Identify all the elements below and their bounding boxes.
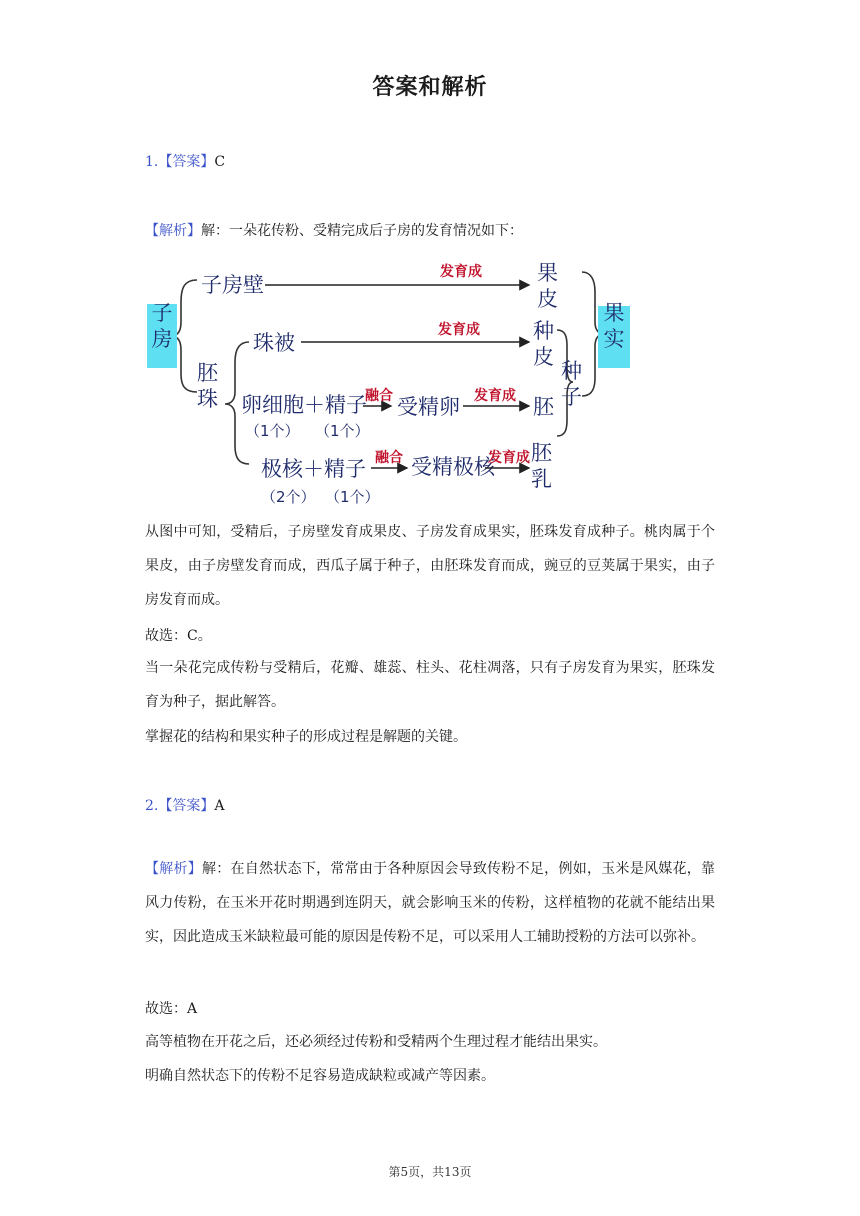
- q2-analysis-text: 解：在自然状态下，常常由于各种原因会导致传粉不足，例如，玉米是风媒花，靠风力传粉，在玉米开花时期遇到连阴天，就会影响玉米的传粉，这样植物的花就不能结出果实，因此造成玉米缺粒最可能的原因是传粉不足，可以采用人工辅助授粉的方法可以弥补。: [145, 861, 716, 945]
- q1-number: 1.: [145, 154, 159, 170]
- q2-analysis: [145, 852, 715, 954]
- q1-paragraph-1: 从图中可知，受精后，子房壁发育成果皮、子房发育成果实，胚珠发育成种子。桃肉属于个果皮，由子房壁发育而成，西瓜子属于种子，由胚珠发育而成，豌豆的豆荚属于果实，由子房发育而成。: [145, 524, 715, 608]
- seed-label: 种子: [561, 359, 582, 409]
- q1-paragraph-2: 当一朵花完成传粉与受精后，花瓣、雄蕊、柱头、花柱凋落，只有子房发育为果实，胚珠发育为种子，据此解答。: [145, 660, 715, 710]
- polar-count: （2个）: [261, 488, 316, 506]
- q2-choice: 故选：A: [145, 1001, 198, 1017]
- q1-answer-tag: 【答案】: [158, 154, 215, 170]
- egg-count: （1个）: [245, 422, 300, 440]
- page-footer: 第5页，共13页: [388, 1165, 472, 1179]
- seed-coat-label: 种皮: [533, 319, 554, 369]
- q2-number: 2.: [145, 798, 159, 814]
- q1-analysis-intro: 解：一朵花传粉、受精完成后子房的发育情况如下：: [201, 223, 523, 239]
- seed-brace: [557, 330, 573, 436]
- q2-answer-line: [145, 795, 224, 815]
- endosperm-label: 胚乳: [531, 441, 552, 491]
- q1-analysis-tag: 【解析】: [145, 223, 201, 239]
- ovary-development-diagram: [145, 250, 635, 512]
- q2-line-1: 高等植物在开花之后，还必须经过传粉和受精两个生理过程才能结出果实。: [145, 1034, 607, 1050]
- q1-key-point: 掌握花的结构和果实种子的形成过程是解题的关键。: [145, 729, 467, 745]
- fertilized-egg-label: 受精卵: [397, 395, 460, 419]
- polar-sperm-label: 极核＋精子: [261, 457, 366, 481]
- sperm-count-2: （1个）: [325, 488, 380, 506]
- q2-analysis-tag: 【解析】: [145, 861, 203, 877]
- q1-answer: C: [214, 154, 226, 170]
- fuse-arrow-1-label: 融合: [365, 388, 393, 404]
- integument-arrow-label: 发育成: [438, 322, 480, 338]
- q1-analysis-line: [145, 220, 523, 240]
- polar-develop-arrow-label: 发育成: [488, 450, 530, 466]
- ovary-label-1: 子房: [151, 301, 173, 351]
- q1-choice: 故选：C。: [145, 628, 212, 644]
- ovule-label: 胚珠: [197, 361, 218, 411]
- egg-sperm-label: 卵细胞＋精子: [241, 393, 367, 417]
- ovary-wall-arrow-label: 发育成: [440, 264, 482, 280]
- ovary-wall-label: 子房壁: [201, 273, 264, 297]
- q2-answer: A: [214, 798, 225, 814]
- q2-line-2: 明确自然状态下的传粉不足容易造成缺粒或减产等因素。: [145, 1068, 495, 1084]
- sperm-count-1: （1个）: [315, 422, 370, 440]
- embryo-label: 胚: [533, 395, 554, 419]
- q2-answer-tag: 【答案】: [158, 798, 215, 814]
- fruit-label: 果实: [603, 301, 625, 351]
- page-title: 答案和解析: [372, 75, 488, 100]
- q1-answer-line: [145, 151, 225, 171]
- integument-label: 珠被: [253, 331, 295, 355]
- egg-develop-arrow-label: 发育成: [474, 388, 516, 404]
- fuse-arrow-2-label: 融合: [375, 450, 403, 466]
- pericarp-label: 果皮: [537, 261, 558, 311]
- fertilized-polar-label: 受精极核: [411, 455, 495, 479]
